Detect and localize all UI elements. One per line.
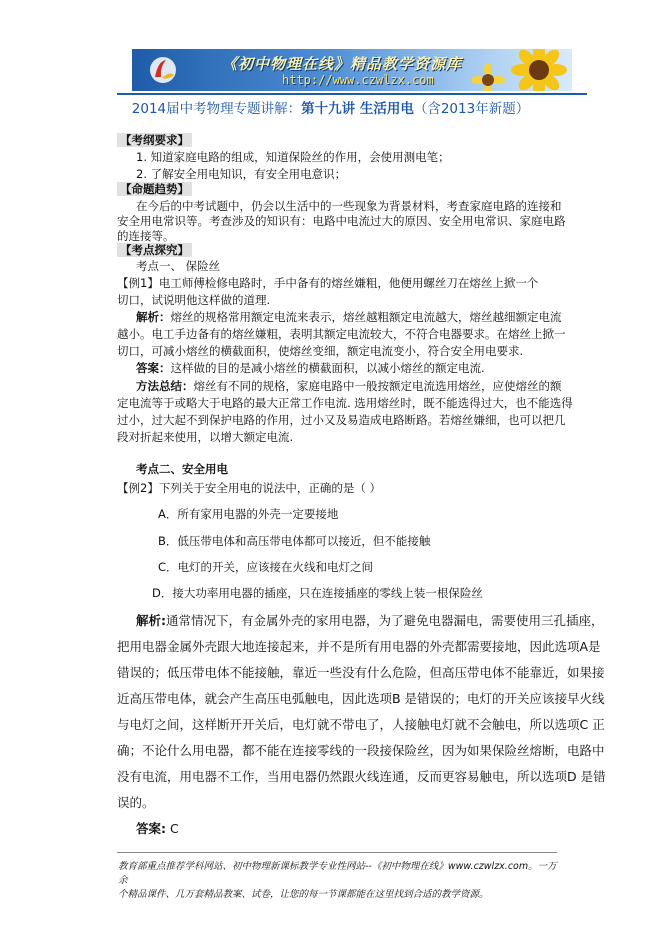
example1-line-2: 切口，试说明他这样做的道理.: [117, 293, 271, 307]
kaogang-item-2: 2. 了解安全用电知识，有安全用电意识；: [136, 167, 347, 181]
banner-url: http://www.czwlzx.com: [282, 73, 434, 87]
document-title: [0, 97, 661, 117]
footer-line-2: 个精品课件、几万套精品教案、试卷，让您的每一节课都能在这里找到合适的教学资源。: [118, 889, 489, 900]
method-line-4: 段对折起来使用，以增大额定电流.: [117, 430, 294, 444]
method-label: 方法总结：: [136, 379, 194, 393]
mingti-line-3: 的连接等。: [117, 229, 175, 243]
title-suffix: （含2013年新题）: [413, 101, 530, 117]
analysis2-label: 解析:: [136, 613, 166, 628]
header-banner: [132, 49, 572, 91]
footer-divider: [117, 852, 557, 853]
answer1-label: 答案：: [136, 361, 171, 375]
answer2-label: 答案:: [136, 821, 166, 836]
analysis1-line-2: 越小。电工手边备有的熔丝嫌粗，表明其额定电流较大，不符合电器要求。在熔丝上掀一: [117, 327, 566, 341]
example2-question: 【例2】下列关于安全用电的说法中，正确的是（ ）: [117, 481, 381, 495]
method-line-3: 过小，过大起不到保护电路的作用，过小又及易造成电路断路。若熔丝嫌细，也可以把几: [117, 413, 566, 427]
analysis1-label: 解析：: [136, 310, 171, 324]
option-a: A．所有家用电器的外壳一定要接地: [158, 507, 339, 521]
analysis2-line-6: 确；不论什么用电器，都不能在连接零线的一段接保险丝，因为如果保险丝熔断，电路中: [117, 743, 605, 758]
answer2-line: 答案: C: [136, 821, 179, 836]
method-line-2: 定电流等于或略大于电路的最大正常工作电流. 选用熔丝时，既不能选得过大，也不能选得: [117, 396, 573, 410]
analysis2-line-7: 没有电流，用电器不工作，当用电器仍然跟火线连通，反而更容易触电，所以选项D 是错: [117, 769, 606, 784]
analysis2-line-5: 与电灯之间，这样断开开关后，电灯就不带电了，人接触电灯就不会触电，所以选项C 正: [117, 717, 605, 732]
analysis2-line-4: 近高压带电体，就会产生高压电弧触电，因此选项B 是错误的；电灯的开关应该接早火线: [117, 691, 605, 706]
mingti-line-1: 在今后的中考试题中，仍会以生活中的一些现象为背景材料，考查家庭电路的连接和: [136, 199, 562, 213]
point2-heading: 考点二、安全用电: [136, 462, 228, 476]
point1-heading: 考点一、 保险丝: [136, 259, 221, 273]
option-d: D．接大功率用电器的插座，只在连接插座的零线上装一根保险丝: [152, 586, 483, 600]
analysis2-line-1: 解析:通常情况下，有金属外壳的家用电器，为了避免电器漏电，需要使用三孔插座，: [136, 613, 604, 628]
header-divider: [117, 93, 587, 95]
sunflower-small-icon: [468, 63, 508, 91]
kaogang-item-1: 1. 知道家庭电路的组成，知道保险丝的作用，会使用测电笔；: [136, 150, 450, 164]
analysis1-line-3: 切口，可减小熔丝的横截面积，使熔丝变细，额定电流变小，符合安全用电要求.: [117, 344, 524, 358]
answer1-line: 答案：这样做的目的是减小熔丝的横截面积，以减小熔丝的额定电流.: [136, 361, 485, 375]
analysis2-line-3: 错误的；低压带电体不能接触，靠近一些没有什么危险，但高压带电体不能靠近，如果接: [117, 665, 605, 680]
option-b: B．低压带电体和高压带电体都可以接近，但不能接触: [158, 534, 431, 548]
analysis2-line-8: 误的。: [117, 795, 155, 810]
title-emphasis: 第十九讲 生活用电: [301, 101, 414, 117]
footer-line-1: 教育部重点推荐学科网站、初中物理新课标教学专业性网站--《初中物理在线》www.czwlzx.com。一万余: [118, 861, 557, 886]
sunflower-icon: [504, 49, 572, 91]
section-label-tanjiu: 【考点探究】: [117, 243, 192, 257]
example1-line-1: 【例1】电工师傅检修电路时，手中备有的熔丝嫌粗，他便用螺丝刀在熔丝上掀一个: [117, 276, 539, 290]
analysis2-line-2: 把用电器金属外壳跟大地连接起来，并不是所有用电器的外壳都需要接地，因此选项A是: [117, 639, 601, 654]
option-c: C．电灯的开关，应该接在火线和电灯之间: [158, 560, 374, 574]
method-line-1: 方法总结：熔丝有不同的规格，家庭电路中一般按额定电流选用熔丝，应使熔丝的额: [136, 379, 562, 393]
footer: [118, 858, 558, 900]
site-logo-icon: [146, 55, 180, 85]
title-prefix: 2014届中考物理专题讲解：: [131, 101, 302, 117]
banner-title: 《初中物理在线》精品教学资源库: [222, 55, 463, 73]
analysis1-line-1: 解析：熔丝的规格常用额定电流来表示，熔丝越粗额定电流越大，熔丝越细额定电流: [136, 310, 562, 324]
mingti-line-2: 安全用电常识等。考查涉及的知识有：电路中电流过大的原因、安全用电常识、家庭电路: [117, 214, 566, 228]
section-label-kaogang: 【考纲要求】: [117, 133, 192, 147]
section-label-mingti: 【命题趋势】: [117, 182, 192, 196]
